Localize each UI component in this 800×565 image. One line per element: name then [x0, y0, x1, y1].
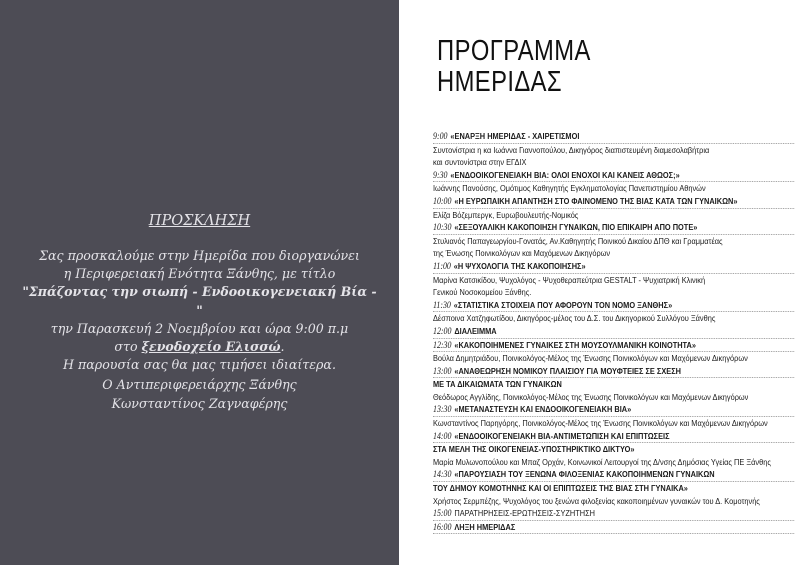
invitation-venue-line: στο ξενοδοχείο Ελισσώ.	[114, 339, 285, 355]
schedule-row	[433, 468, 794, 482]
schedule-speaker: της Ένωσης Ποινικολόγων και Μαχόμενων Δικηγόρων	[433, 248, 611, 259]
schedule-time: 11:00	[433, 260, 451, 271]
schedule-time: 14:00	[433, 430, 452, 441]
schedule-speaker: Βούλα Δημητριάδου, Ποινικολόγος-Μέλος της Ένωσης Ποινικολόγων και Μαχόμενων Δικηγόρων	[433, 353, 748, 364]
schedule-session-title: «Η ΨΥΧΟΛΟΓΙΑ ΤΗΣ ΚΑΚΟΠΟΙΗΣΗΣ»	[453, 260, 586, 271]
schedule-speaker: και συντονίστρια στην ΕΓΔΙΧ	[433, 157, 527, 168]
schedule-row	[433, 235, 794, 248]
schedule-speaker: Μαρίνα Κατσικίδου, Ψυχολόγος - Ψυχοθεραπεύτρια GESTALT - Ψυχιατρική Κλινική	[433, 274, 706, 285]
schedule-speaker: Κωνσταντίνος Παρηγόρης, Ποινικολόγος-Μέλος της Ένωσης Ποινικολόγων και Μαχόμενων Δικηγόρων	[433, 418, 768, 429]
schedule-row	[433, 352, 794, 365]
schedule-row	[433, 156, 794, 169]
signature-block	[0, 376, 399, 413]
schedule-row	[433, 495, 794, 508]
invitation-line: Σας προσκαλούμε στην Ημερίδα που διοργανώνει	[39, 248, 360, 263]
schedule-time: 14:30	[433, 469, 452, 480]
schedule-time: 12:00	[433, 325, 452, 336]
schedule-row	[433, 417, 794, 430]
schedule-row	[433, 378, 794, 391]
schedule-time: 9:00	[433, 131, 448, 141]
schedule-row	[433, 195, 794, 209]
invitation-title: ΠΡΟΣΚΛΗΣΗ	[148, 213, 251, 229]
schedule-time: 15:00	[433, 508, 452, 519]
schedule-time: 13:30	[433, 404, 452, 415]
schedule-row	[433, 456, 794, 469]
signature-title: Ο Αντιπεριφερειάρχης Ξάνθης	[102, 377, 297, 392]
invitation-date-line: την Παρασκευή 2 Νοεμβρίου και ώρα 9:00 π.μ	[50, 320, 349, 336]
signature-name: Κωνσταντίνος Ζαγναφέρης	[111, 395, 288, 411]
event-title: "Σπάζοντας την σιωπή - Ενδοοικογενειακή Βία - "	[22, 284, 377, 318]
invitation-line: Η παρουσία σας θα μας τιμήσει ιδιαίτερα.	[63, 357, 336, 373]
schedule-row	[433, 403, 794, 417]
schedule-row	[433, 169, 794, 183]
schedule-session-title: «ΣΤΑΤΙΣΤΙΚΑ ΣΤΟΙΧΕΙΑ ΠΟΥ ΑΦΟΡΟΥΝ ΤΟΝ ΝΟΜΟ ΞΑΝΘΗΣ»	[453, 299, 673, 310]
schedule-session-title: «ΣΕΞΟΥΑΛΙΚΗ ΚΑΚΟΠΟΙΗΣΗ ΓΥΝΑΙΚΩΝ, ΠΙΟ ΕΠΙΚΑΙΡΗ ΑΠΟ ΠΟΤΕ»	[454, 222, 698, 233]
schedule-speaker: Δέσποινα Χατζηφωτίδου, Δικηγόρος-μέλος του Δ.Σ. του Δικηγορικού Συλλόγου Ξάνθης	[433, 313, 716, 324]
schedule-session-title: «ΜΕΤΑΝΑΣΤΕΥΣΗ ΚΑΙ ΕΝΔΟΟΙΚΟΓΕΝΕΙΑΚΗ ΒΙΑ»	[454, 404, 632, 415]
schedule-speaker: Γενικού Νοσοκομείου Ξάνθης.	[433, 287, 532, 298]
schedule-row	[433, 260, 794, 274]
schedule-session-title: «ΠΑΡΟΥΣΙΑΣΗ ΤΟΥ ΞΕΝΩΝΑ ΦΙΛΟΞΕΝΙΑΣ ΚΑΚΟΠΟΙΗΜΕΝΩΝ ΓΥΝΑΙΚΩΝ	[454, 469, 715, 480]
venue-name: ξενοδοχείο Ελισσώ	[141, 339, 281, 355]
schedule-time: 16:00	[433, 521, 452, 532]
schedule-speaker: Ιωάννης Πανούσης, Ομότιμος Καθηγητής Εγκληματολογίας Πανεπιστημίου Αθηνών	[433, 183, 706, 194]
program-title: ΠΡΟΓΡΑΜΜΑ ΗΜΕΡΙΔΑΣ	[437, 35, 591, 98]
schedule-row	[433, 365, 794, 379]
schedule-session-title: «ΚΑΚΟΠΟΙΗΜΕΝΕΣ ΓΥΝΑΙΚΕΣ ΣΤΗ ΜΟΥΣΟΥΛΜΑΝΙΚΗ ΚΟΙΝΟΤΗΤΑ»	[454, 339, 696, 350]
schedule-row	[433, 299, 794, 313]
schedule-time: 13:00	[433, 365, 452, 376]
schedule-session-title: ΜΕ ΤΑ ΔΙΚΑΙΩΜΑΤΑ ΤΩΝ ΓΥΝΑΙΚΩΝ	[433, 379, 562, 390]
schedule-time: 11:30	[433, 299, 451, 310]
schedule-speaker: ΠΑΡΑΤΗΡΗΣΕΙΣ-ΕΡΩΤΗΣΕΙΣ-ΣΥΖΗΤΗΣΗ	[454, 508, 596, 519]
schedule-row	[433, 443, 794, 456]
schedule-row	[433, 144, 794, 157]
invitation-line: η Περιφερειακή Ενότητα Ξάνθης, με τίτλο	[63, 266, 336, 282]
invitation-panel	[0, 0, 399, 565]
schedule-session-title: ΔΙΑΛΕΙΜΜΑ	[454, 325, 497, 336]
schedule-speaker: Ελίζα Βόζεμπεργκ, Ευρωβουλευτής-Νομικός	[433, 209, 579, 220]
schedule-session-title: «ΑΝΑΘΕΩΡΗΣΗ ΝΟΜΙΚΟΥ ΠΛΑΙΣΙΟΥ ΓΙΑ ΜΟΥΦΤΕΙΕΣ ΣΕ ΣΧΕΣΗ	[454, 365, 681, 376]
schedule-speaker: Μαρία Μυλωνοπούλου και Μπαζ Ορχάν, Κοινωνικοί Λειτουργοί της Δ/νσης Δημόσιας Υγείας ΠΕ Ξάνθης	[433, 456, 771, 467]
schedule-row	[433, 430, 794, 444]
schedule-row	[433, 312, 794, 325]
schedule-session-title: ΤΟΥ ΔΗΜΟΥ ΚΟΜΟΤΗΝΗΣ ΚΑΙ ΟΙ ΕΠΙΠΤΩΣΕΙΣ ΤΗΣ ΒΙΑΣ ΣΤΗ ΓΥΝΑΙΚΑ»	[433, 483, 688, 494]
schedule-row	[433, 247, 794, 260]
schedule-session-title: «ΕΝΑΡΞΗ ΗΜΕΡΙΔΑΣ - ΧΑΙΡΕΤΙΣΜΟΙ	[450, 131, 580, 141]
invitation-body	[20, 247, 379, 374]
schedule-session-title: «Η ΕΥΡΩΠΑΙΚΗ ΑΠΑΝΤΗΣΗ ΣΤΟ ΦΑΙΝΟΜΕΝΟ ΤΗΣ ΒΙΑΣ ΚΑΤΑ ΤΩΝ ΓΥΝΑΙΚΩΝ»	[454, 195, 738, 206]
schedule-time: 10:30	[433, 222, 452, 233]
schedule-time: 9:30	[433, 169, 448, 180]
schedule-row	[433, 286, 794, 299]
schedule-session-title: ΣΤΑ ΜΕΛΗ ΤΗΣ ΟΙΚΟΓΕΝΕΙΑΣ-ΥΠΟΣΤΗΡΙΚΤΙΚΟ ΔΙΚΤΥΟ»	[433, 444, 635, 455]
schedule-speaker: Χρήστος Σερμπέζης, Ψυχολόγος του ξενώνα φιλοξενίας κακοποιημένων γυναικών του Δ. Κομοτηνής	[433, 495, 760, 506]
program-panel	[399, 0, 800, 565]
schedule-row	[433, 209, 794, 222]
schedule-row	[433, 182, 794, 195]
schedule-row	[433, 130, 794, 144]
schedule-row	[433, 507, 794, 521]
schedule-row	[433, 339, 794, 353]
schedule-row	[433, 391, 794, 404]
schedule-row	[433, 521, 794, 535]
schedule-time: 10:00	[433, 195, 452, 206]
schedule-session-title: ΛΗΞΗ ΗΜΕΡΙΔΑΣ	[454, 521, 516, 532]
schedule-speaker: Συντονίστρια η κα Ιωάννα Γιαννοπούλου, Δικηγόρος διαπιστευμένη διαμεσολαβήτρια	[433, 144, 710, 155]
schedule-speaker: Στυλιανός Παπαγεωργίου-Γονατάς, Αν.Καθηγητής Ποινικού Δικαίου ΔΠΘ και Γραμματέας	[433, 235, 723, 246]
schedule-row	[433, 274, 794, 287]
schedule-row	[433, 221, 794, 235]
schedule-session-title: «ΕΝΔΟΟΙΚΟΓΕΝΕΙΑΚΗ ΒΙΑ: ΟΛΟΙ ΕΝΟΧΟΙ ΚΑΙ ΚΑΝΕΙΣ ΑΘΩΟΣ;»	[450, 169, 680, 180]
schedule-time: 12:30	[433, 339, 452, 350]
schedule-row	[433, 325, 794, 339]
schedule-session-title: «ΕΝΔΟΟΙΚΟΓΕΝΕΙΑΚΗ ΒΙΑ-ΑΝΤΙΜΕΤΩΠΙΣΗ ΚΑΙ ΕΠΙΠΤΩΣΕΙΣ	[454, 430, 670, 441]
schedule-row	[433, 482, 794, 495]
schedule-speaker: Θεόδωρος Αγγλίδης, Ποινικολόγος-Μέλος της Ένωσης Ποινικολόγων και Μαχόμενων Δικηγόρων	[433, 391, 749, 402]
program-schedule	[433, 130, 794, 534]
